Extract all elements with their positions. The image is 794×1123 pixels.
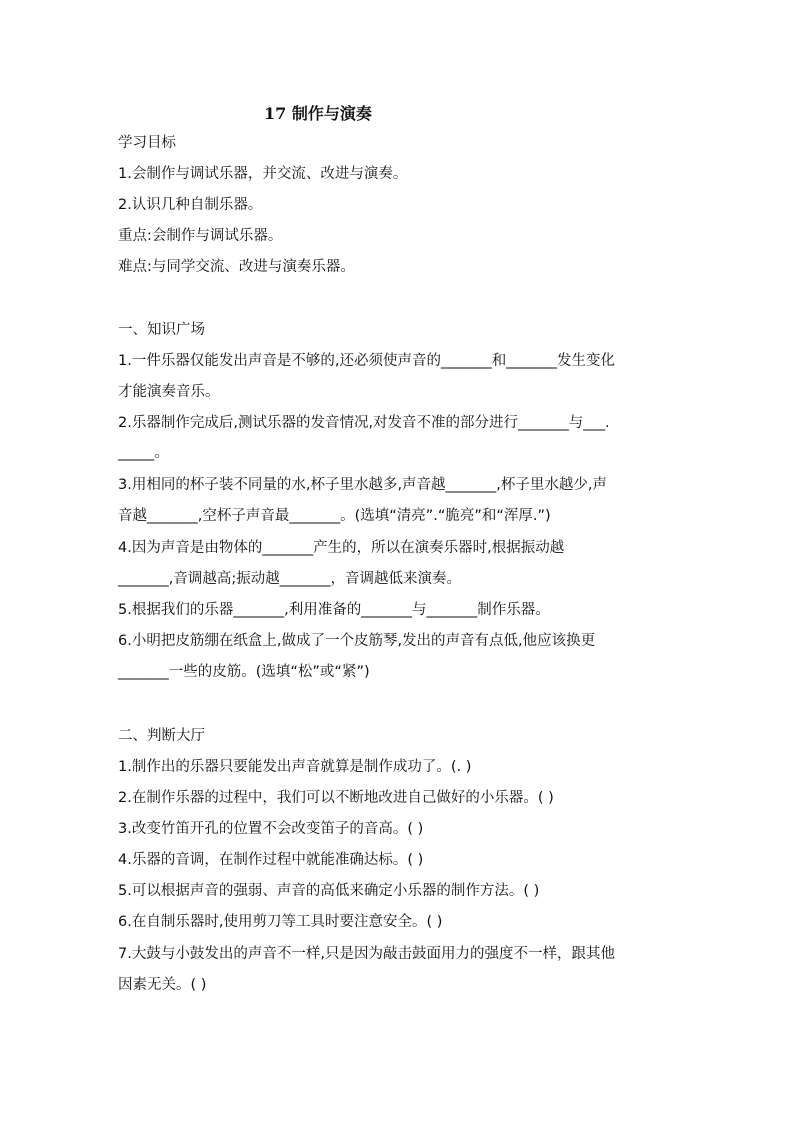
fill-blank-line: 3.用相同的杯子装不同量的水,杯子里水越多,声音越_______,杯子里水越少,声 — [118, 477, 608, 493]
fill-blank-line: 才能演奏音乐。 — [118, 384, 220, 400]
fill-blank-line: _______一些的皮筋。(选填“松”或“紧”) — [118, 664, 370, 680]
objectives-heading: 学习目标 — [118, 135, 176, 151]
key-point-line: 重点:会制作与调试乐器。 — [118, 228, 283, 244]
true-false-line: 6.在自制乐器时,使用剪刀等工具时要注意安全。( ) — [118, 914, 443, 930]
true-false-line: 2.在制作乐器的过程中，我们可以不断地改进自己做好的小乐器。( ) — [118, 790, 554, 806]
fill-blank-line: _____。 — [118, 445, 169, 461]
objective-line: 1.会制作与调试乐器，并交流、改进与演奏。 — [118, 166, 408, 182]
fill-blank-line: _______,音调越高;振动越_______，音调越低来演奏。 — [118, 571, 461, 587]
true-false-line: 1.制作出的乐器只要能发出声音就算是制作成功了。(. ) — [118, 759, 472, 775]
fill-blank-line: 音越_______,空杯子声音最_______。(选填“清亮”.“脆亮”和“浑厚.”) — [118, 508, 551, 524]
fill-blank-line: 4.因为声音是由物体的_______产生的，所以在演奏乐器时,根据振动越 — [118, 540, 565, 556]
true-false-line: 7.大鼓与小鼓发出的声音不一样,只是因为敲击鼓面用力的强度不一样，跟其他 — [118, 946, 615, 962]
fill-blank-line: 1.一件乐器仅能发出声音是不够的,还必须使声音的_______和_______发生变化 — [118, 353, 615, 369]
true-false-line: 5.可以根据声音的强弱、声音的高低来确定小乐器的制作方法。( ) — [118, 883, 540, 899]
section1-heading: 一、知识广场 — [118, 322, 205, 338]
section2-heading: 二、判断大厅 — [118, 728, 205, 744]
true-false-line: 3.改变竹笛开孔的位置不会改变笛子的音高。( ) — [118, 821, 424, 837]
page-title: 17 制作与演奏 — [264, 104, 372, 123]
fill-blank-line: 5.根据我们的乐器_______,利用准备的_______与_______制作乐器。 — [118, 602, 550, 618]
difficult-point-line: 难点:与同学交流、改进与演奏乐器。 — [118, 259, 355, 275]
objective-line: 2.认识几种自制乐器。 — [118, 197, 263, 213]
fill-blank-line: 6.小明把皮筋绷在纸盒上,做成了一个皮筋琴,发出的声音有点低,他应该换更 — [118, 633, 596, 649]
fill-blank-line: 2.乐器制作完成后,测试乐器的发音情况,对发音不准的部分进行_______与___. — [118, 415, 610, 431]
true-false-line: 因素无关。( ) — [118, 977, 207, 993]
true-false-line: 4.乐器的音调，在制作过程中就能准确达标。( ) — [118, 852, 424, 868]
